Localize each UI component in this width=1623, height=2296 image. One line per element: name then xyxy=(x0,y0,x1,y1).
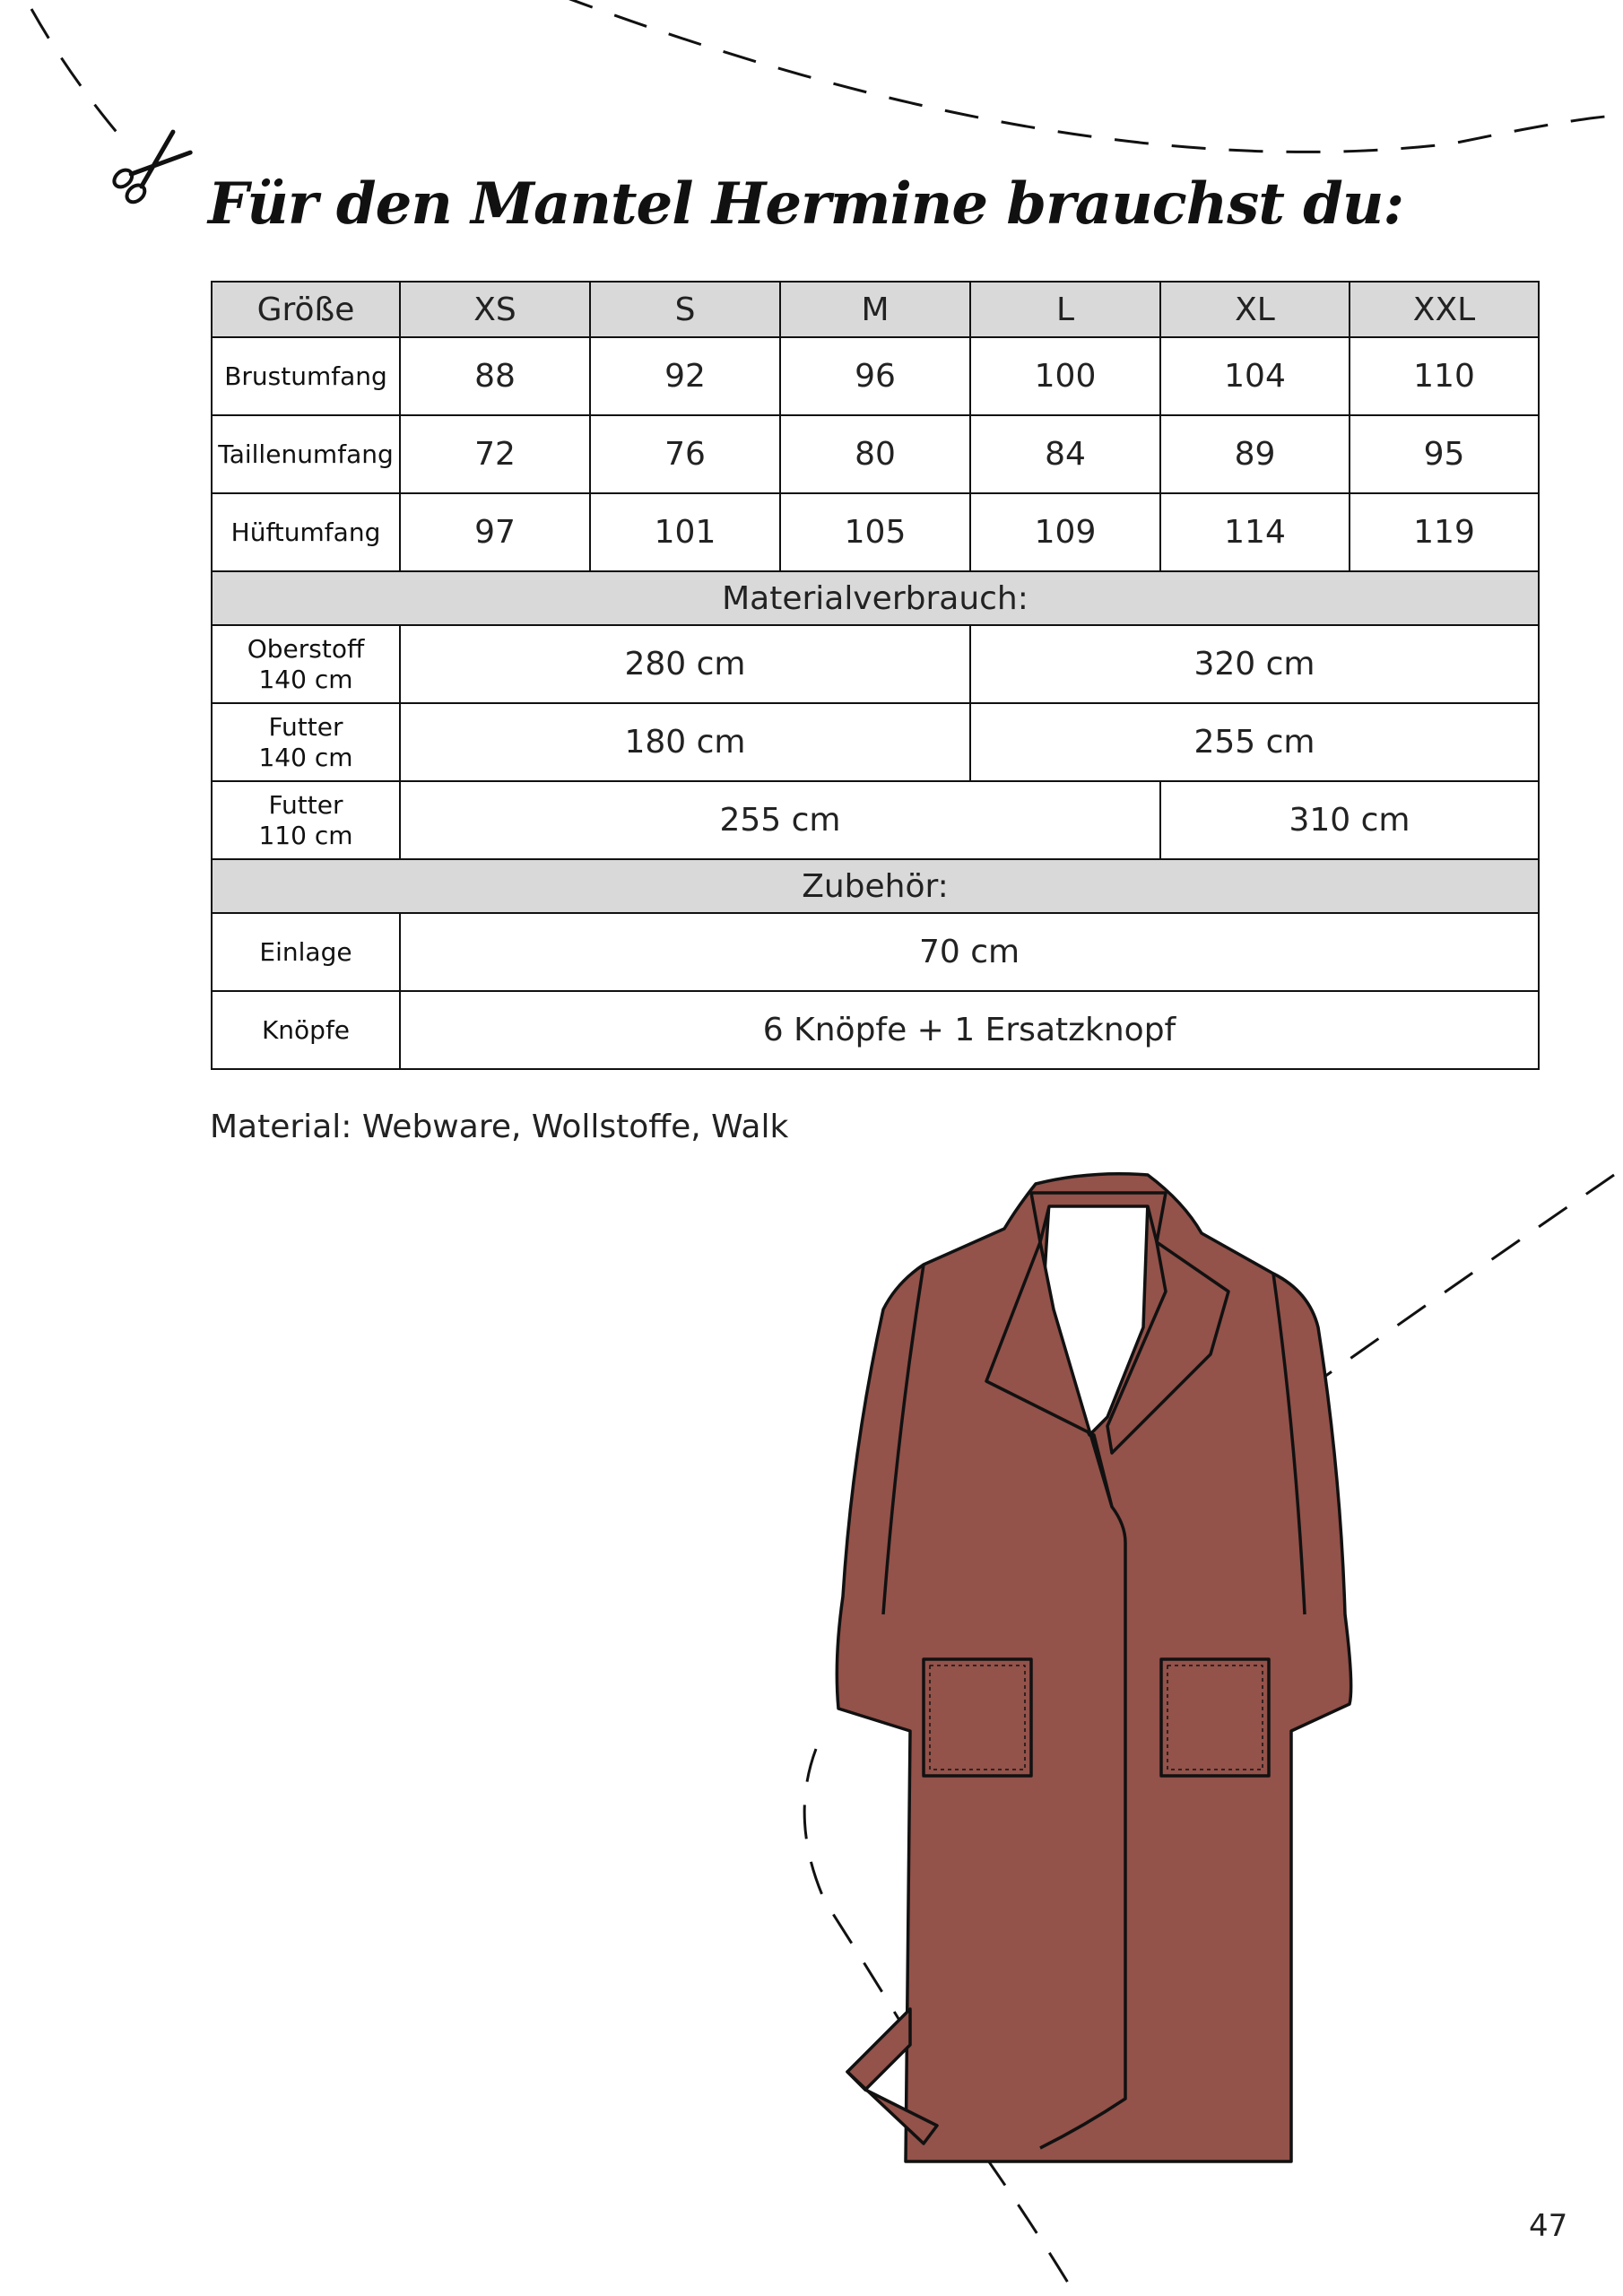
table-cell: 95 xyxy=(1350,415,1539,493)
row-label-einlage: Einlage xyxy=(212,913,400,991)
coat-illustration xyxy=(837,1174,1350,2161)
cut-line-top xyxy=(31,0,1605,152)
table-cell: 6 Knöpfe + 1 Ersatzknopf xyxy=(400,991,1539,1069)
table-cell: 89 xyxy=(1160,415,1350,493)
table-cell: 80 xyxy=(780,415,970,493)
page-title: Für den Mantel Hermine brauchst du: xyxy=(208,170,1404,238)
table-cell: 105 xyxy=(780,493,970,571)
table-cell: 97 xyxy=(400,493,590,571)
section-heading-accessories: Zubehör: xyxy=(212,859,1539,913)
table-cell: 114 xyxy=(1160,493,1350,571)
header-size-label: Größe xyxy=(212,282,400,337)
row-label-line: Oberstoff xyxy=(247,633,365,664)
row-label-hueftumfang: Hüftumfang xyxy=(212,493,400,571)
table-cell: 96 xyxy=(780,337,970,415)
table-cell: 110 xyxy=(1350,337,1539,415)
table-row xyxy=(212,703,1539,781)
table-cell: 88 xyxy=(400,337,590,415)
row-label-knoepfe: Knöpfe xyxy=(212,991,400,1069)
table-header-row xyxy=(212,282,1539,337)
header-size-m: M xyxy=(780,282,970,337)
material-note: Material: Webware, Wollstoffe, Walk xyxy=(210,1109,789,1145)
header-size-s: S xyxy=(590,282,780,337)
header-size-xl: XL xyxy=(1160,282,1350,337)
section-heading-row xyxy=(212,571,1539,625)
page-number: 47 xyxy=(1529,2208,1568,2244)
row-label-line: Futter xyxy=(268,711,343,742)
row-label-taillenumfang: Taillenumfang xyxy=(212,415,400,493)
table-row xyxy=(212,337,1539,415)
table-cell: 84 xyxy=(970,415,1160,493)
table-cell: 70 cm xyxy=(400,913,1539,991)
table-row xyxy=(212,493,1539,571)
header-size-l: L xyxy=(970,282,1160,337)
table-cell: 180 cm xyxy=(400,703,970,781)
table-cell: 280 cm xyxy=(400,625,970,703)
table-cell: 92 xyxy=(590,337,780,415)
scissors-icon xyxy=(111,129,193,205)
table-cell: 255 cm xyxy=(970,703,1539,781)
row-label-futter-140 xyxy=(212,703,400,781)
table-cell: 72 xyxy=(400,415,590,493)
table-cell: 104 xyxy=(1160,337,1350,415)
table-row xyxy=(212,781,1539,859)
table-cell: 255 cm xyxy=(400,781,1160,859)
row-label-width: 140 cm xyxy=(258,742,353,772)
table-row xyxy=(212,991,1539,1069)
table-row xyxy=(212,415,1539,493)
size-material-table xyxy=(211,281,1540,1070)
row-label-oberstoff xyxy=(212,625,400,703)
section-heading-material: Materialverbrauch: xyxy=(212,571,1539,625)
header-size-xxl: XXL xyxy=(1350,282,1539,337)
cut-line-bottom xyxy=(804,1749,1076,2296)
row-label-line: Futter xyxy=(268,789,343,820)
table-cell: 320 cm xyxy=(970,625,1539,703)
table-cell: 310 cm xyxy=(1160,781,1539,859)
row-label-futter-110 xyxy=(212,781,400,859)
row-label-width: 110 cm xyxy=(258,820,353,850)
table-cell: 100 xyxy=(970,337,1160,415)
table-cell: 119 xyxy=(1350,493,1539,571)
header-size-xs: XS xyxy=(400,282,590,337)
row-label-brustumfang: Brustumfang xyxy=(212,337,400,415)
row-label-width: 140 cm xyxy=(258,664,353,694)
section-heading-row xyxy=(212,859,1539,913)
table-cell: 109 xyxy=(970,493,1160,571)
table-cell: 101 xyxy=(590,493,780,571)
table-row xyxy=(212,913,1539,991)
table-row xyxy=(212,625,1539,703)
cut-line-right xyxy=(1318,1175,1614,1381)
table-cell: 76 xyxy=(590,415,780,493)
